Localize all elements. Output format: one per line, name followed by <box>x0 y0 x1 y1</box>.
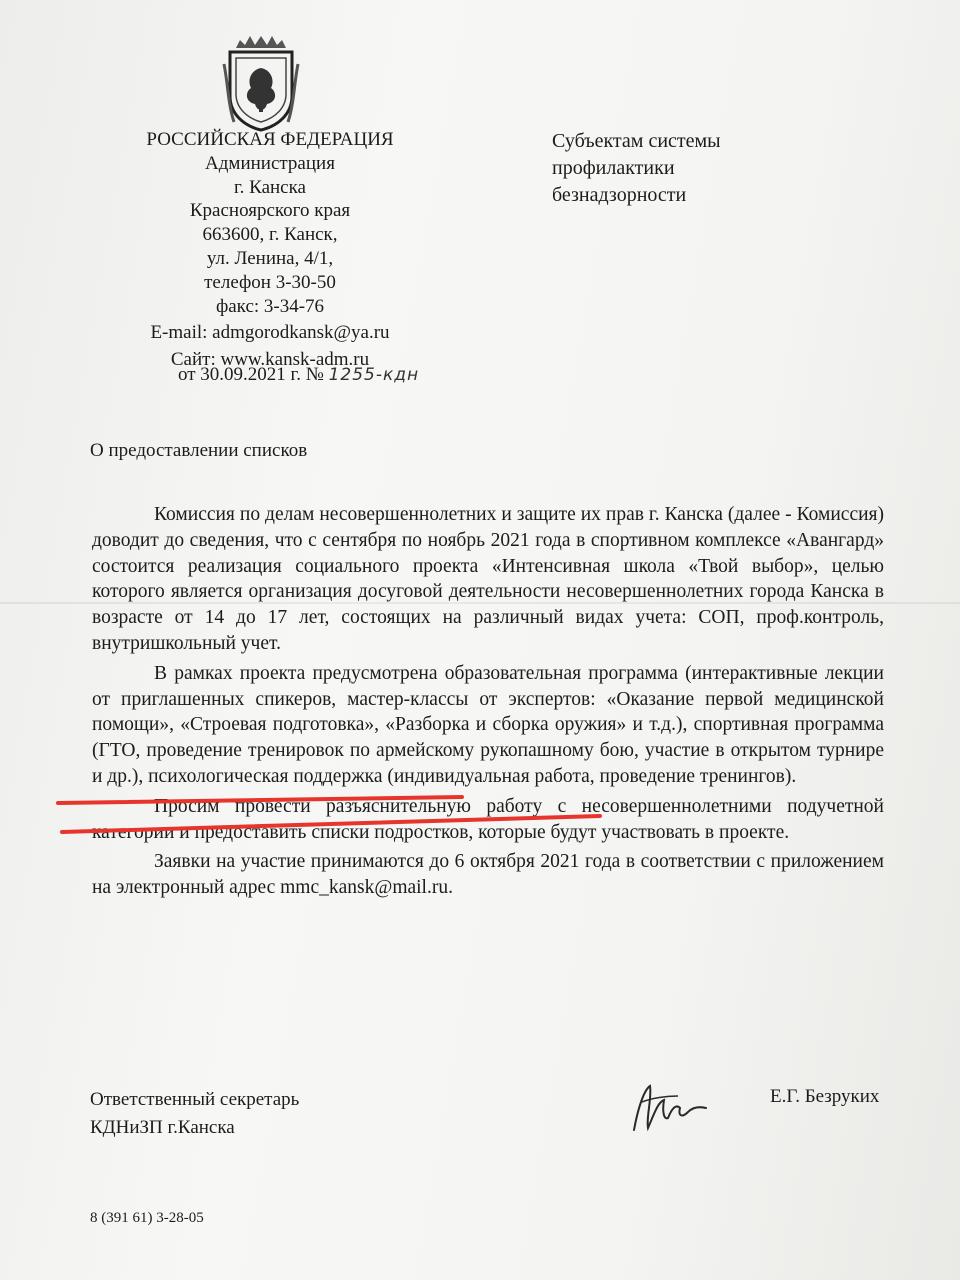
reg-date: от 30.09.2021 г. № <box>178 364 324 385</box>
sender-email: E-mail: admgorodkansk@ya.ru <box>150 322 390 344</box>
recipient-line: профилактики <box>552 157 675 179</box>
sender-region: Красноярского края <box>189 200 351 222</box>
body-paragraph: Комиссия по делам несовершеннолетних и защите их прав г. Канска (далее - Комиссия) доводит до сведения, что с сентября по ноябрь 2021 года в спортивном комплексе «Авангард» состоится реализация социального проекта «Интенсивная школа «Твой выбор», целью которого является организация досуговой деятельности несовершеннолетних города Канска в возрасте от 14 до 17 лет, состоящих на различный видах учета: СОП, проф.контроль, внутришкольный учет. <box>92 504 884 654</box>
reg-number: 1255-кдн <box>328 365 420 385</box>
sender-phone: телефон 3-30-50 <box>204 271 336 293</box>
coat-of-arms-icon <box>222 34 300 134</box>
body-paragraph: Заявки на участие принимаются до 6 октября 2021 года в соответствии с приложением на электронный адрес mmc_kansk@mail.ru. <box>92 851 884 899</box>
sender-country: РОССИЙСКАЯ ФЕДЕРАЦИЯ <box>146 129 394 150</box>
sender-street: ул. Ленина, 4/1, <box>206 247 334 269</box>
signatory-position <box>90 1086 299 1142</box>
footer-phone: 8 (391 61) 3-28-05 <box>90 1210 204 1226</box>
sender-city: г. Канска <box>234 176 306 198</box>
position-line: КДНиЗП г.Канска <box>90 1117 235 1138</box>
sender-org: Администрация <box>205 152 335 174</box>
signatory-name: Е.Г. Безруких <box>770 1086 880 1107</box>
sender-block <box>120 128 420 372</box>
letter-body <box>92 502 884 905</box>
handwritten-signature <box>628 1078 712 1140</box>
recipient-block <box>552 128 721 209</box>
recipient-line: безнадзорности <box>552 184 687 206</box>
body-paragraph: Просим провести разъяснительную работу с несовершеннолетними подучетной категории и предоставить списки подростков, которые будут участвовать в проекте. <box>92 795 884 843</box>
position-line: Ответственный секретарь <box>90 1089 300 1110</box>
registration-line <box>178 364 419 386</box>
sender-site: Сайт: www.kansk-adm.ru <box>170 349 370 371</box>
sender-postal: 663600, г. Канск, <box>202 224 338 246</box>
body-paragraph: В рамках проекта предусмотрена образовательная программа (интерактивные лекции от приглашенных спикеров, мастер-классы от экспертов: «Оказание первой медицинской помощи», «Строевая подготовка», «Разборка и сборка оружия» и т.д.), спортивная программа (ГТО, проведение тренировок по армейскому рукопашному бою, участие в открытом турнире и др.), психологическая поддержка (индивидуальная работа, проведение тренингов). <box>92 662 884 787</box>
sender-fax: факс: 3-34-76 <box>215 295 325 317</box>
letter-subject: О предоставлении списков <box>90 440 308 461</box>
recipient-line: Субъектам системы <box>552 130 721 152</box>
